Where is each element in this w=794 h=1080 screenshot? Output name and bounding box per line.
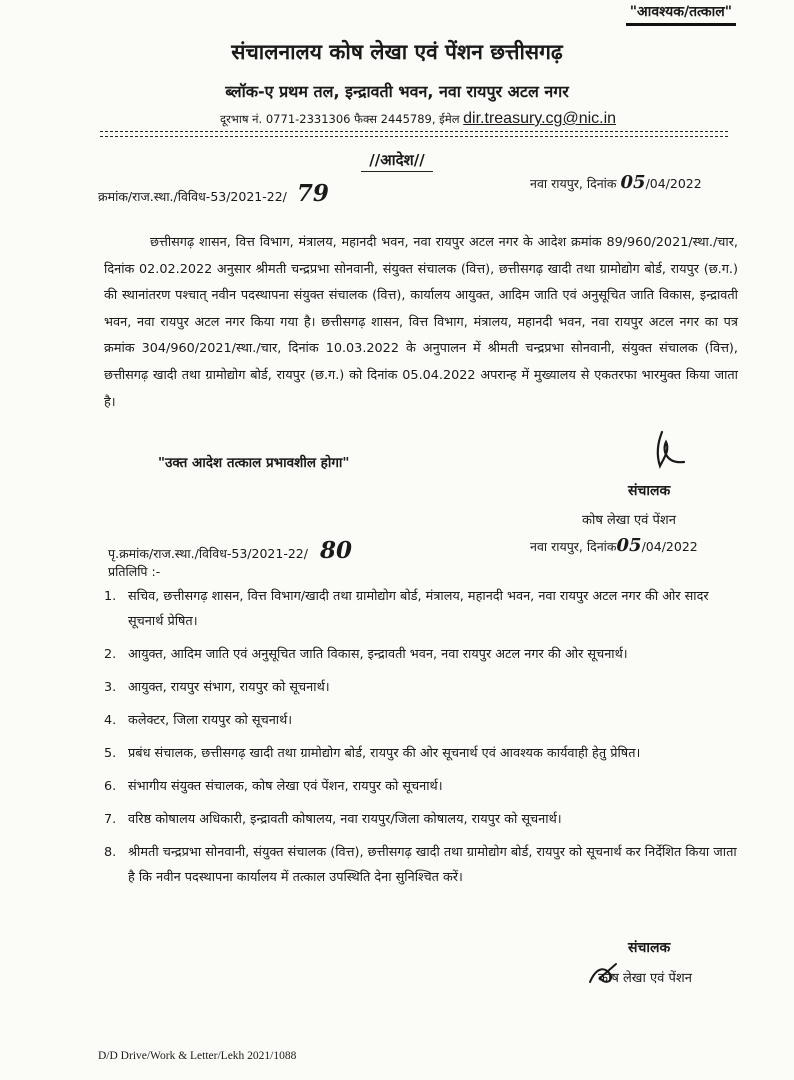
divider-rule bbox=[100, 131, 728, 132]
order-heading: //आदेश// bbox=[0, 150, 794, 170]
signatory-office: कोष लेखा एवं पेंशन bbox=[598, 971, 692, 986]
copy-ref-number: पृ.क्रमांक/राज.स्था./विविध-53/2021-22/ 80 bbox=[108, 537, 352, 564]
order-ref-number: क्रमांक/राज.स्था./विविध-53/2021-22/ 79 bbox=[98, 180, 329, 207]
list-item: 6. संभागीय संयुक्त संचालक, कोष लेखा एवं पेंशन, रायपुर को सूचनार्थ। bbox=[104, 779, 443, 794]
office-address: ब्लॉक-ए प्रथम तल, इन्द्रावती भवन, नवा रायपुर अटल नगर bbox=[225, 82, 569, 101]
email-link[interactable]: dir.treasury.cg@nic.in bbox=[463, 110, 617, 127]
director-signature bbox=[640, 428, 690, 472]
handwritten-copy-day: 05 bbox=[616, 535, 642, 556]
order-body: छत्तीसगढ़ शासन, वित्त विभाग, मंत्रालय, महानदी भवन, नवा रायपुर अटल नगर के आदेश क्रमांक 89/960/2021/स्था./चार, दिनांक 02.02.2022 अनुसार श्रीमती चन्द्रप्रभा सोनवानी, संयुक्त संचालक (वित्त), छत्तीसगढ़ खादी तथा ग्रामोद्योग बोर्ड, रायपुर (छ.ग.) की स्थानांतरण पश्चात् नवीन पदस्थापना संयुक्त संचालक (वित्त), कार्यालय आयुक्त, आदिम जाति एवं अनुसूचित जाति विकास, इन्द्रावती भवन, नवा रायपुर अटल नगर किया गया है। छत्तीसगढ़ शासन, वित्त विभाग, मंत्रालय, महानदी भवन, नवा रायपुर अटल नगर का पत्र क्रमांक 304/960/2021/स्था./चार, दिनांक 10.03.2022 के अनुपालन में श्रीमती चन्द्रप्रभा सोनवानी, संयुक्त संचालक (वित्त), छत्तीसगढ़ खादी तथा ग्रामोद्योग बोर्ड, रायपुर (छ.ग.) को दिनांक 05.04.2022 अपरान्ह में मुख्यालय से एकतरफा भारमुक्त किया जाता है। bbox=[104, 235, 738, 410]
effect-statement: "उक्त आदेश तत्काल प्रभावशील होगा" bbox=[158, 455, 350, 471]
divider-rule bbox=[100, 136, 728, 137]
signatory-title: संचालक bbox=[628, 483, 671, 499]
list-item: 4. कलेक्टर, जिला रायपुर को सूचनार्थ। bbox=[104, 713, 293, 728]
handwritten-order-day: 05 bbox=[620, 172, 646, 193]
handwritten-copy-number: 80 bbox=[319, 537, 352, 564]
signatory-office: कोष लेखा एवं पेंशन bbox=[582, 513, 676, 528]
office-contact bbox=[220, 110, 616, 128]
contact-numbers: दूरभाष नं. 0771-2331306 फैक्स 2445789, ईमेल bbox=[220, 112, 460, 126]
signatory-title: संचालक bbox=[628, 940, 671, 956]
list-item: 1. सचिव, छत्तीसगढ़ शासन, वित्त विभाग/खादी तथा ग्रामोद्योग बोर्ड, मंत्रालय, महानदी भवन, नवा रायपुर अटल नगर की ओर सादर सूचनार्थ प्रेषित। bbox=[104, 589, 709, 629]
list-item: 8. श्रीमती चन्द्रप्रभा सोनवानी, संयुक्त संचालक (वित्त), छत्तीसगढ़ खादी तथा ग्रामोद्योग बोर्ड, रायपुर को सूचनार्थ कर निर्देशित किया जाता है कि नवीन पदस्थापना कार्यालय में तत्काल उपस्थिति देना सुनिश्चित करें। bbox=[104, 845, 737, 885]
list-item: 3. आयुक्त, रायपुर संभाग, रायपुर को सूचनार्थ। bbox=[104, 680, 330, 695]
footer-file-path: D/D Drive/Work & Letter/Lekh 2021/1088 bbox=[98, 1050, 297, 1062]
order-date: नवा रायपुर, दिनांक 05/04/2022 bbox=[530, 172, 702, 193]
copy-distribution-list bbox=[104, 584, 738, 898]
urgent-tag: "आवश्यक/तत्काल" bbox=[626, 2, 736, 26]
copy-label: प्रतिलिपि :- bbox=[108, 564, 161, 579]
handwritten-order-number: 79 bbox=[296, 180, 329, 207]
copy-date: नवा रायपुर, दिनांक05/04/2022 bbox=[530, 535, 698, 556]
list-item: 7. वरिष्ठ कोषालय अधिकारी, इन्द्रावती कोषालय, नवा रायपुर/जिला कोषालय, रायपुर को सूचनार्थ। bbox=[104, 812, 562, 827]
list-item: 2. आयुक्त, आदिम जाति एवं अनुसूचित जाति विकास, इन्द्रावती भवन, नवा रायपुर अटल नगर की ओर सूचनार्थ। bbox=[104, 647, 628, 662]
list-item: 5. प्रबंध संचालक, छत्तीसगढ़ खादी तथा ग्रामोद्योग बोर्ड, रायपुर की ओर सूचनार्थ एवं आवश्यक कार्यवाही हेतु प्रेषित। bbox=[104, 746, 641, 761]
office-title: संचालनालय कोष लेखा एवं पेंशन छत्तीसगढ़ bbox=[231, 40, 563, 64]
